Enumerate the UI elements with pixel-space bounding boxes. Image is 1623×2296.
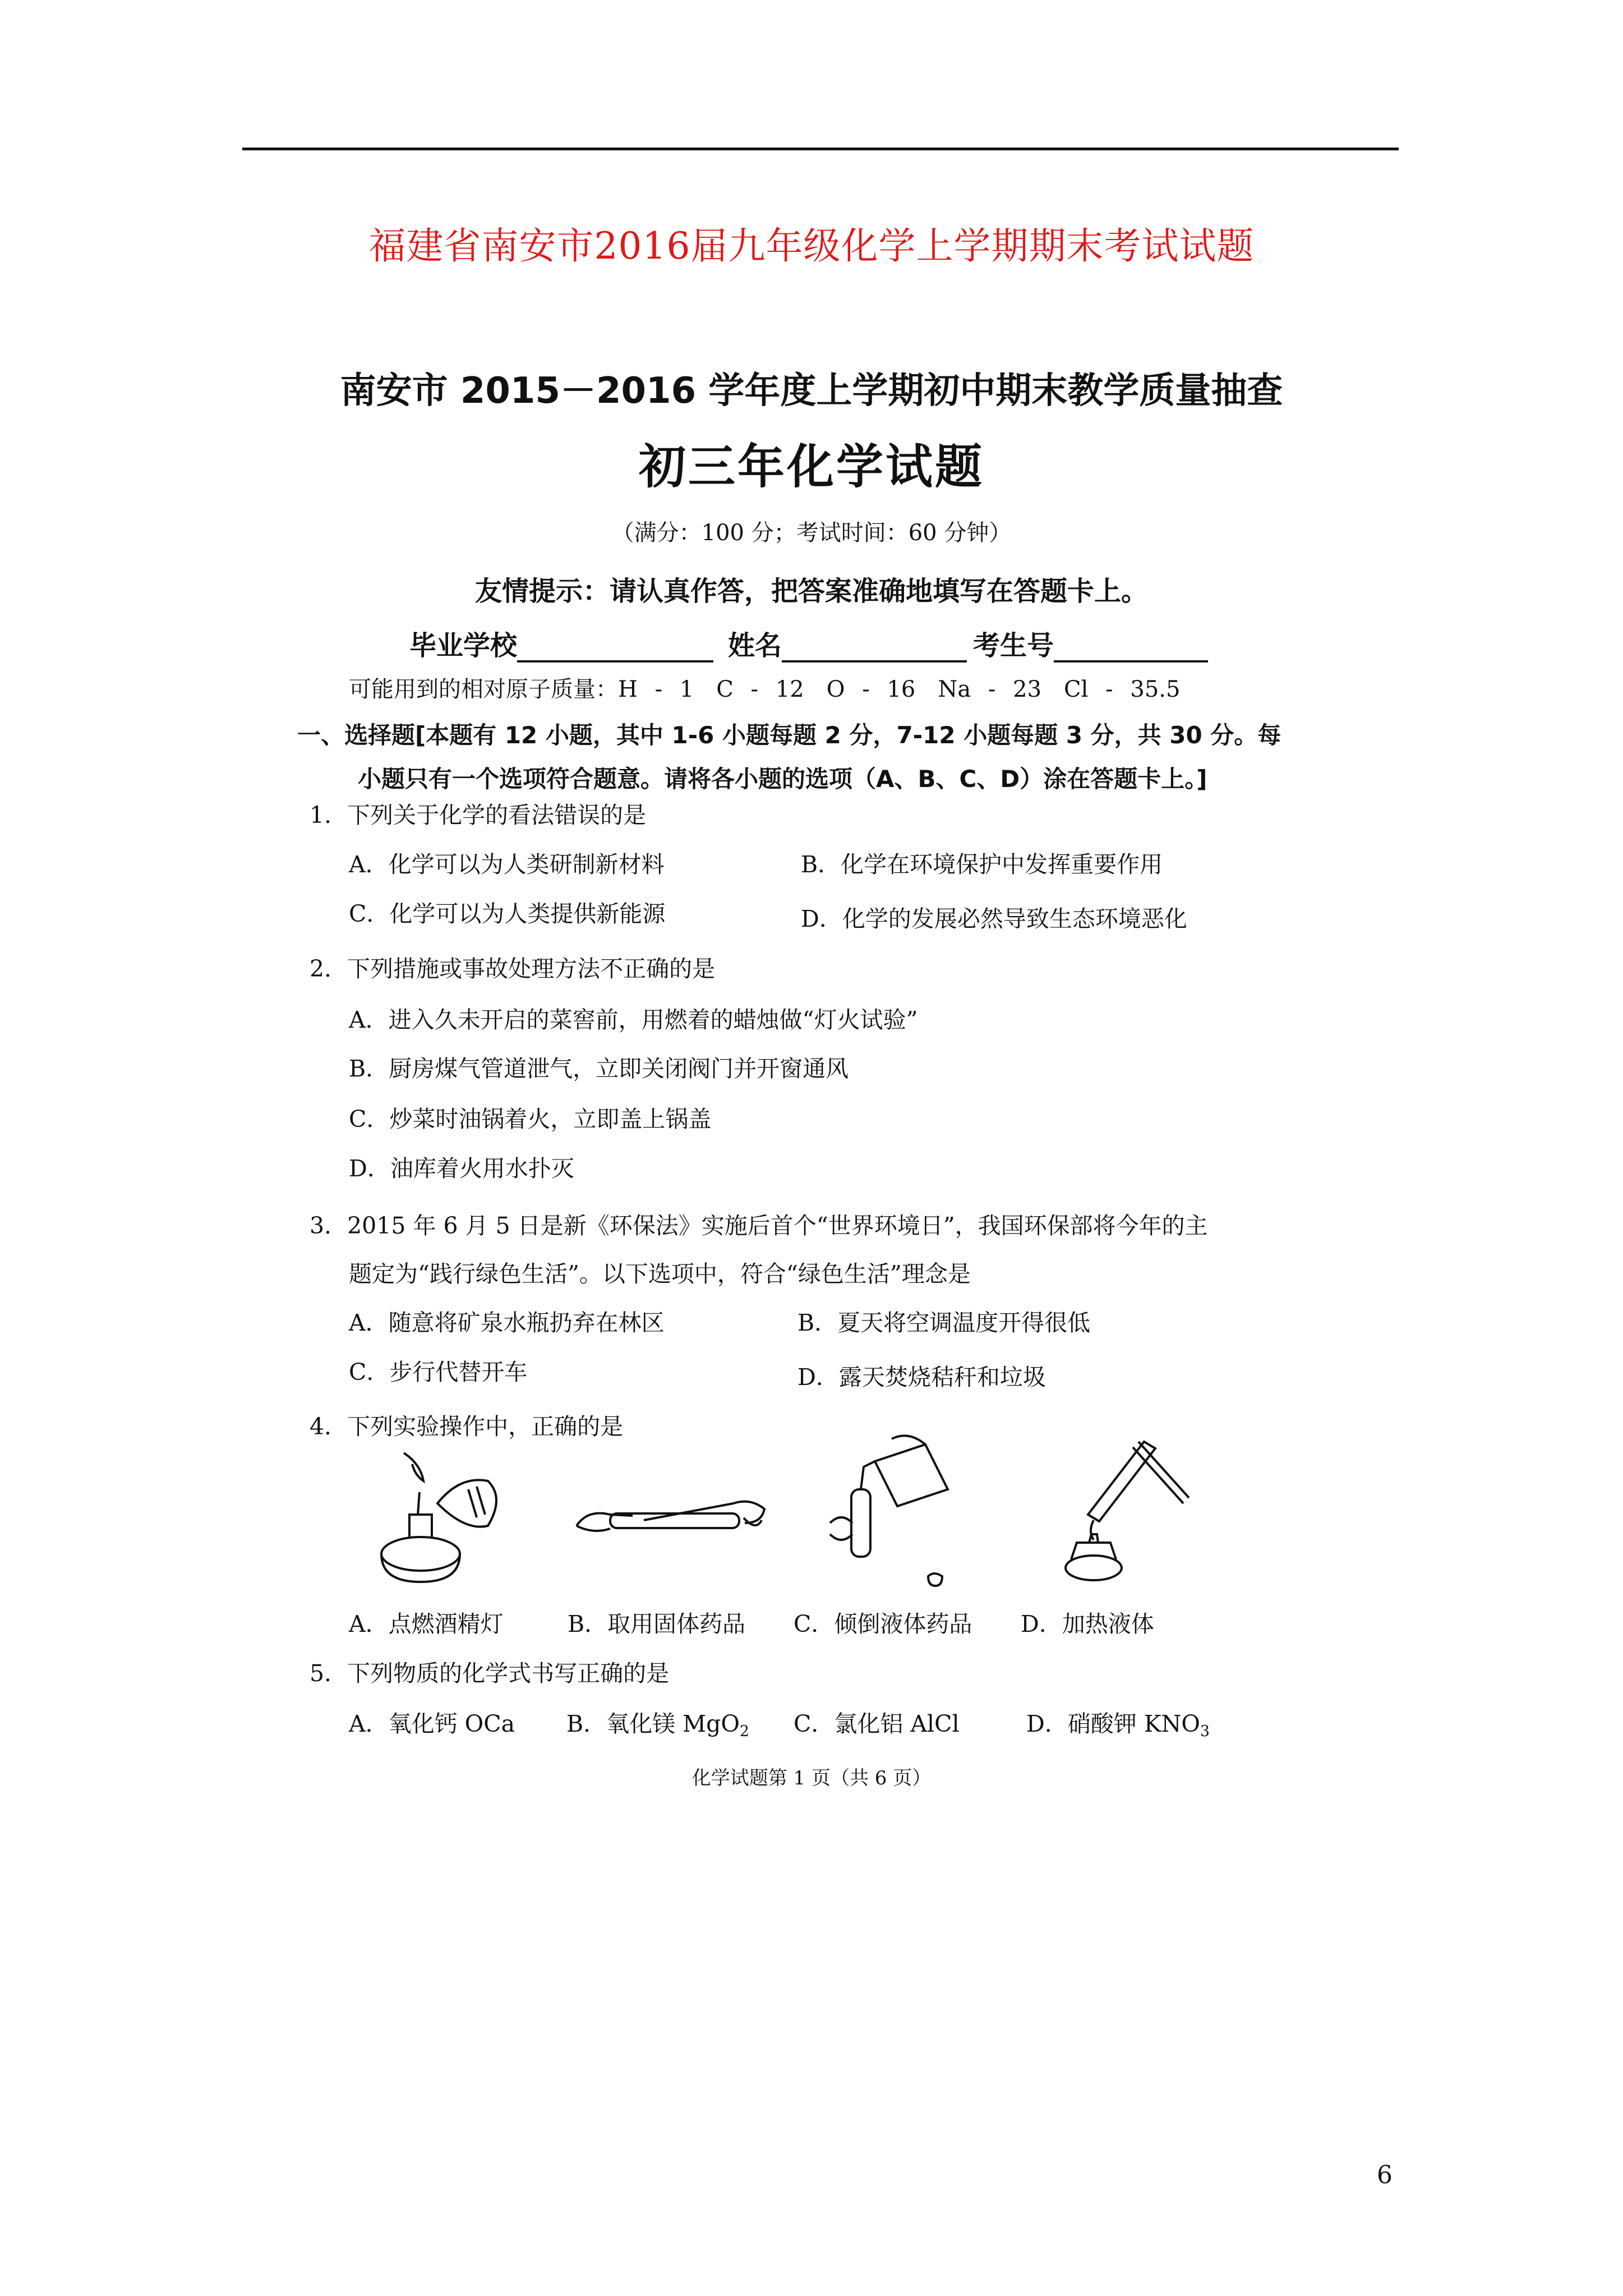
name-field	[728, 624, 967, 662]
exam-number-label: 考生号	[973, 630, 1054, 661]
document-title: 福建省南安市2016届九年级化学上学期期末考试试题	[368, 224, 1255, 268]
q5-option-d	[1026, 1705, 1210, 1740]
q4-option-c: C．倾倒液体药品	[794, 1611, 972, 1637]
liquid-pouring-figure	[808, 1428, 976, 1596]
top-rule	[242, 148, 1399, 150]
friendly-tip: 友情提示：请认真作答，把答案准确地填写在答题卡上。	[474, 576, 1148, 607]
score-info: （满分：100 分；考试时间：60 分钟）	[611, 520, 1012, 546]
name-label: 姓名	[728, 630, 782, 661]
q1-option-d: D．化学的发展必然导致生态环境恶化	[801, 905, 1187, 932]
q5-option-b-subscript: 2	[740, 1722, 749, 1740]
q5-option-d-formula: KNO	[1144, 1710, 1201, 1737]
alcohol-lamp-lighting-figure	[370, 1442, 510, 1588]
atomic-masses: 可能用到的相对原子质量：H - 1 C - 12 O - 16 Na - 23 Cl - 35.5	[349, 677, 1181, 702]
section-line-2: 小题只有一个选项符合题意。请将各小题的选项（A、B、C、D）涂在答题卡上。]	[358, 765, 1207, 793]
question-3-stem-line-2: 题定为“践行绿色生活”。以下选项中，符合“绿色生活”理念是	[349, 1260, 971, 1287]
q5-option-b-formula: MgO	[683, 1710, 740, 1737]
question-4-stem: 4．下列实验操作中，正确的是	[310, 1413, 624, 1440]
q5-option-d-label: D．硝酸钾	[1026, 1710, 1144, 1737]
exam-number-field	[973, 624, 1208, 662]
subject-title: 初三年化学试题	[638, 439, 984, 494]
question-5-stem: 5．下列物质的化学式书写正确的是	[310, 1660, 670, 1687]
q5-option-a-formula: OCa	[464, 1710, 515, 1737]
liquid-heating-figure	[1054, 1430, 1200, 1593]
q2-option-d: D．油库着火用水扑灭	[349, 1155, 574, 1182]
question-2-stem: 2．下列措施或事故处理方法不正确的是	[310, 955, 716, 982]
q2-option-c: C．炒菜时油锅着火，立即盖上锅盖	[349, 1106, 712, 1133]
section-line-1: 一、选择题[本题有 12 小题，其中 1-6 小题每题 2 分，7-12 小题每题 3 分，共 30 分。每	[297, 721, 1281, 749]
q5-option-c	[794, 1705, 960, 1738]
page-footer: 化学试题第 1 页（共 6 页）	[691, 1767, 932, 1789]
question-1-stem: 1．下列关于化学的看法错误的是	[310, 802, 647, 829]
q5-option-b	[566, 1705, 749, 1740]
solid-reagent-taking-figure	[565, 1481, 773, 1559]
question-3-stem-line-1: 3．2015 年 6 月 5 日是新《环保法》实施后首个“世界环境日”，我国环保部将今年的主	[310, 1212, 1208, 1239]
exam-number-blank	[1054, 634, 1208, 662]
q3-option-d: D．露天焚烧秸秆和垃圾	[797, 1364, 1046, 1391]
q5-option-d-subscript: 3	[1200, 1722, 1210, 1740]
q3-option-c: C．步行代替开车	[349, 1359, 528, 1386]
q4-option-d: D．加热液体	[1021, 1611, 1154, 1637]
q4-option-b: B．取用固体药品	[568, 1611, 746, 1637]
section-heading	[297, 714, 1391, 801]
q2-option-b: B．厨房煤气管道泄气，立即关闭阀门并开窗通风	[349, 1055, 849, 1082]
school-field	[409, 624, 713, 662]
q1-option-b: B．化学在环境保护中发挥重要作用	[801, 851, 1163, 878]
school-label: 毕业学校	[409, 630, 518, 661]
q3-option-b: B．夏天将空调温度开得很低	[797, 1309, 1091, 1336]
q5-option-b-label: B．氧化镁	[566, 1710, 683, 1737]
q4-option-a: A．点燃酒精灯	[349, 1611, 504, 1637]
q3-option-a: A．随意将矿泉水瓶扔弃在林区	[349, 1309, 665, 1336]
q5-option-c-label: C．氯化铝	[794, 1710, 911, 1737]
exam-title: 南安市 2015－2016 学年度上学期初中期末教学质量抽查	[340, 370, 1283, 412]
q2-option-a: A．进入久未开启的菜窖前，用燃着的蜡烛做“灯火试验”	[349, 1006, 918, 1033]
q5-option-c-formula: AlCl	[910, 1710, 960, 1737]
q5-option-a	[349, 1705, 515, 1738]
page-number: 6	[1377, 2161, 1393, 2189]
school-blank	[517, 634, 713, 662]
name-blank	[782, 634, 967, 662]
q5-option-a-label: A．氧化钙	[349, 1710, 465, 1737]
q1-option-c: C．化学可以为人类提供新能源	[349, 900, 666, 927]
q1-option-a: A．化学可以为人类研制新材料	[349, 851, 665, 878]
